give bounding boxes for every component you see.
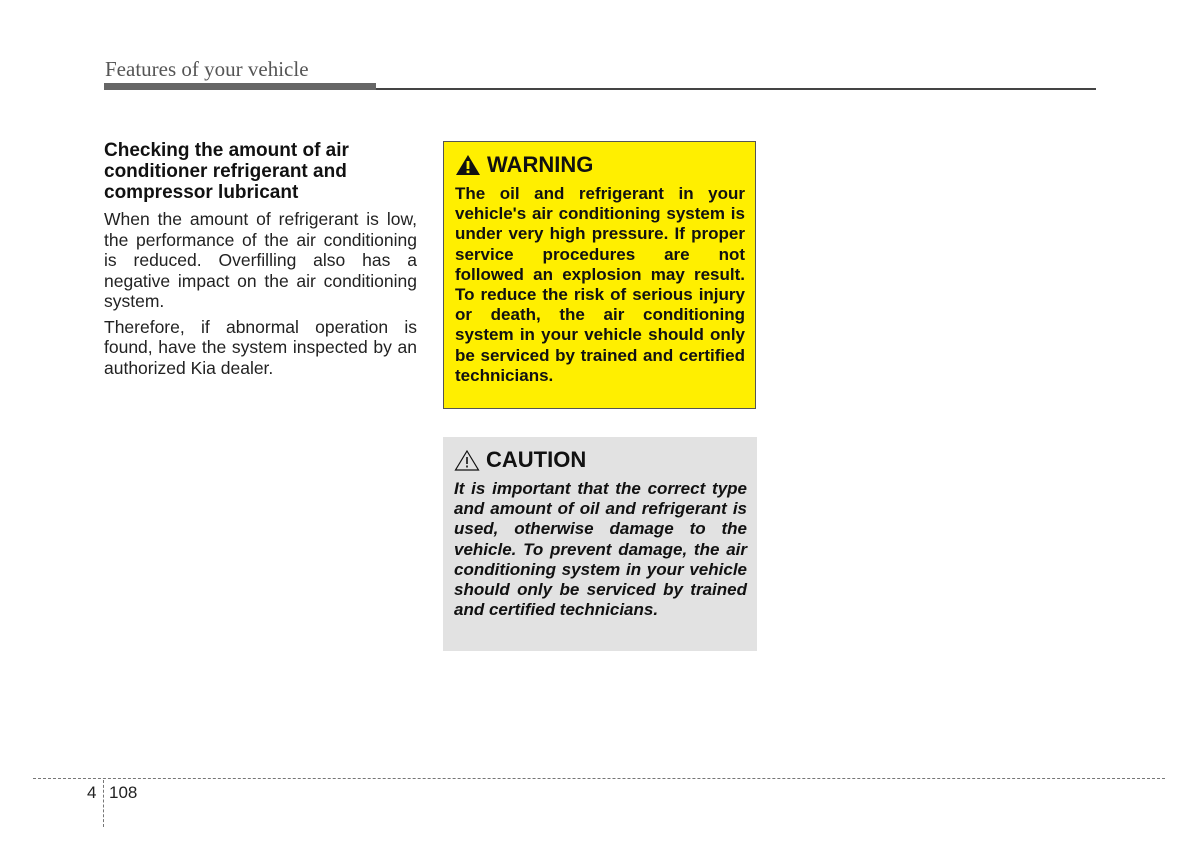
warning-box: [443, 141, 756, 409]
footer-divider: [103, 780, 104, 827]
caution-body: It is important that the correct type and amount of oil and refrigerant is used, otherwise damage to the vehicle. To prevent damage, the air conditioning system in your vehicle should only be serviced by trained and certified technicians.: [454, 479, 747, 620]
footer-rule: [33, 778, 1165, 779]
refrigerant-section: [104, 140, 417, 383]
warning-title-row: [455, 152, 745, 178]
warning-title: WARNING: [487, 152, 594, 177]
section-heading: Checking the amount of air conditioner refrigerant and compressor lubricant: [104, 140, 349, 203]
page-header-title: Features of your vehicle: [105, 57, 309, 81]
caution-triangle-icon: [454, 449, 480, 471]
page-number: 108: [109, 783, 138, 802]
caution-box: [443, 437, 757, 651]
header-rule-thick: [104, 83, 376, 90]
warning-triangle-icon: [455, 154, 481, 176]
header-rule-thin: [376, 88, 1096, 90]
page-chapter-number: 4: [87, 783, 97, 802]
caution-title-row: [454, 447, 747, 473]
section-paragraph-2: Therefore, if abnormal operation is found, have the system inspected by an authorized Kia dealer.: [104, 316, 417, 378]
caution-title: CAUTION: [486, 447, 587, 472]
warning-body: The oil and refrigerant in your vehicle's air conditioning system is under very high pressure. If proper service procedures are not followed an explosion may result. To reduce the risk of serious injury or death, the air conditioning system in your vehicle should only be serviced by trained and certified technicians.: [455, 184, 745, 385]
section-paragraph-1: When the amount of refrigerant is low, the performance of the air conditioning is reduced. Overfilling also has a negative impact on the air conditioning system.: [104, 209, 417, 311]
